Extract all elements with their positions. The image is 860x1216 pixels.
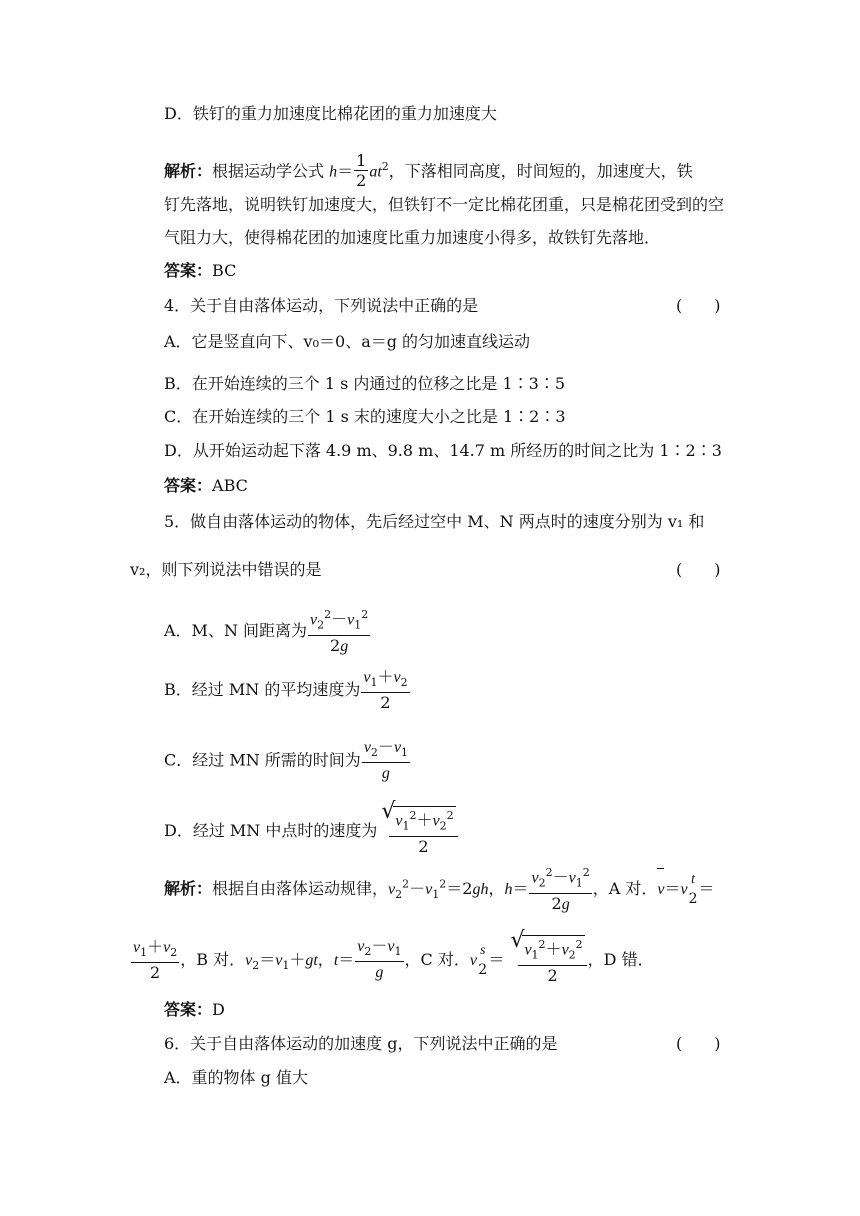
analysis-label: 解析： <box>164 161 213 181</box>
formula-h: h <box>329 163 338 181</box>
q4-stem: 4．关于自由落体运动，下列说法中正确的是 <box>164 296 479 315</box>
answer-label: 答案： <box>164 1000 213 1019</box>
q4-option-b: B．在开始连续的三个 1 s 内通过的位移之比是 1∶3∶5 <box>164 374 566 393</box>
analysis-text: ，B 对． <box>180 949 246 969</box>
analysis-text: 根据自由落体运动规律， <box>212 878 389 898</box>
q5-analysis-line1: 解析：根据自由落体运动规律，$v_2^2-v_1^2=2gh$，h＝ $\frac{v_2^2-v_1^2}{2g}$ ，A 对．v＝v t 2 ＝ <box>164 866 715 913</box>
fraction-h: $\frac{v_2^2-v_1^2}{2g}$ <box>531 866 590 913</box>
q3-option-d: D．铁钉的重力加速度比棉花团的重力加速度大 <box>164 104 497 123</box>
answer-value: D <box>212 1000 225 1019</box>
answer-value: BC <box>212 261 237 280</box>
fraction-avg-velocity: $\frac{v_1+v_2}{2}$ <box>363 667 408 713</box>
q5-answer <box>164 1000 225 1020</box>
q4-option-c: C．在开始连续的三个 1 s 末的速度大小之比是 1∶2∶3 <box>164 407 566 426</box>
q5-stem-line1: 5．做自由落体运动的物体，先后经过空中 M、N 两点时的速度分别为 v₁ 和 <box>164 512 705 531</box>
analysis-label: 解析： <box>164 878 213 898</box>
q4-option-d: D．从开始运动起下落 4.9 m、9.8 m、14.7 m 所经历的时间之比为 1∶2∶3 <box>164 441 722 460</box>
fraction-sqrt: √ $\frac{v_1^2+v_2^2}{2}$ <box>518 935 586 986</box>
q5-option-a <box>164 606 371 657</box>
q5-answer-paren: ( ) <box>676 560 721 579</box>
analysis-text: 根据运动学公式 <box>212 161 325 181</box>
fraction-t: $\frac{v_2-v_1}{g}$ <box>357 936 402 982</box>
q6-answer-paren: ( ) <box>676 1034 721 1053</box>
q5-option-d <box>164 806 459 857</box>
option-text: D．经过 MN 中点时的速度为 <box>164 820 378 840</box>
q5-option-b <box>164 668 411 713</box>
answer-label: 答案： <box>164 476 213 495</box>
option-text: A．M、N 间距离为 <box>164 620 308 640</box>
fraction-mid-velocity: √ $\frac{v_1^2+v_2^2}{2}$ <box>389 806 457 857</box>
analysis-text: ，A 对． <box>592 878 658 898</box>
q5-analysis-line2: $\frac{v_1+v_2}{2}$ ，B 对．$v_2=v_1+gt$，t＝ $\frac{v_2-v_1}{g}$ ，C 对．v s 2 ＝ √ $\frac{v_1^2+v_2^2}{2}$ ，D 错． <box>130 935 654 986</box>
q4-answer-paren: ( ) <box>676 296 721 315</box>
option-text: B．经过 MN 的平均速度为 <box>164 680 361 700</box>
q5-option-c <box>164 738 411 784</box>
q3-analysis-line2: 钉先落地，说明铁钉加速度大，但铁钉不一定比棉花团重，只是棉花团受到的空 <box>164 195 725 214</box>
analysis-text: ，C 对． <box>404 949 470 969</box>
fraction-time: $\frac{v_2-v_1}{g}$ <box>363 737 409 783</box>
answer-value: ABC <box>212 476 248 495</box>
q6-option-a: A．重的物体 g 值大 <box>164 1068 308 1087</box>
fraction-avg: $\frac{v_1+v_2}{2}$ <box>133 936 178 982</box>
option-text: C．经过 MN 所需的时间为 <box>164 750 361 770</box>
q3-answer <box>164 261 236 281</box>
q6-stem: 6．关于自由落体运动的加速度 g，下列说法中正确的是 <box>164 1034 558 1053</box>
q3-analysis-line3: 气阻力大，使得棉花团的加速度比重力加速度小得多，故铁钉先落地． <box>164 228 661 247</box>
q4-answer <box>164 476 248 496</box>
fraction-distance: $\frac{v_2^2-v_1^2}{2g}$ <box>310 608 369 655</box>
analysis-text: ，下落相同高度，时间短的，加速度大，铁 <box>388 161 693 181</box>
q5-stem-line2: v₂，则下列说法中错误的是 <box>130 560 322 579</box>
q4-option-a: A．它是竖直向下、v₀＝0、a＝g 的匀加速直线运动 <box>164 332 531 351</box>
answer-label: 答案： <box>164 261 213 280</box>
fraction-half: $\frac{1}{2}$ <box>356 151 367 191</box>
analysis-text: ，D 错． <box>587 949 654 969</box>
q3-analysis-line1: 解析：根据运动学公式 h＝ $\frac{1}{2}$ $at^2$，下落相同高度，时间短的，加速度大，铁 <box>164 151 693 191</box>
